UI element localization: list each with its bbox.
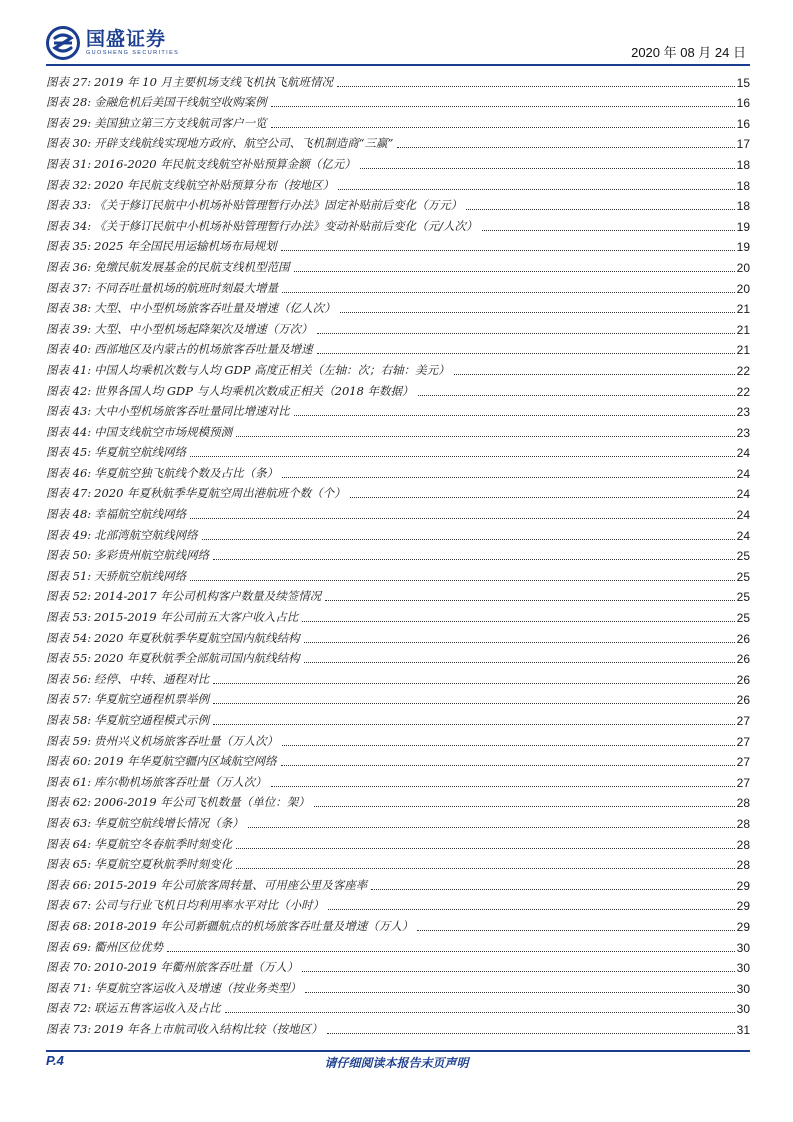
toc-entry-page: 27: [736, 775, 750, 790]
toc-entry-label: 图表 69:: [46, 939, 92, 954]
toc-entry[interactable]: [46, 728, 750, 749]
toc-entry-label: 图表 73:: [46, 1021, 92, 1036]
toc-entry[interactable]: [46, 110, 750, 131]
toc-entry-label: 图表 44:: [46, 424, 92, 439]
toc-entry[interactable]: [46, 1016, 750, 1037]
toc-entry-title: 2010-2019 年衢州旅客吞吐量（万人）: [94, 960, 299, 975]
toc-entry-page: 18: [736, 157, 750, 172]
toc-entry[interactable]: [46, 440, 750, 461]
toc-entry-page: 22: [736, 363, 750, 378]
toc-entry[interactable]: [46, 955, 750, 976]
toc-entry-page: 24: [736, 487, 750, 502]
toc-entry-title: 华夏航空通程模式示例: [94, 713, 210, 727]
toc-entry-page: 30: [736, 940, 750, 955]
toc-entry-title: 2019 年 10 月主要机场支线飞机执飞航班情况: [94, 74, 334, 89]
toc-entry[interactable]: [46, 831, 750, 852]
toc-entry-title: 2014-2017 年公司机构客户数量及续签情况: [94, 589, 322, 604]
toc-dot-leader: [281, 249, 735, 251]
toc-entry-label: 图表 64:: [46, 836, 92, 851]
toc-entry[interactable]: [46, 687, 750, 708]
toc-entry[interactable]: [46, 357, 750, 378]
footer-divider: [46, 1050, 750, 1052]
toc-dot-leader: [271, 785, 735, 787]
toc-entry[interactable]: [46, 69, 750, 90]
toc-entry-title: 2020 年民航支线航空补贴预算分布（按地区）: [94, 177, 335, 192]
toc-entry-page: 26: [736, 693, 750, 708]
toc-entry-title: 开辟支线航线实现地方政府、航空公司、飞机制造商“三赢”: [94, 136, 394, 151]
toc-entry-label: 图表 37:: [46, 280, 92, 295]
toc-entry[interactable]: [46, 646, 750, 667]
toc-entry-label: 图表 34:: [46, 218, 92, 233]
logo-icon: [46, 26, 80, 60]
toc-entry-title: 金融危机后美国干线航空收购案例: [94, 95, 267, 110]
toc-dot-leader: [304, 661, 735, 663]
toc-entry[interactable]: [46, 337, 750, 358]
toc-entry[interactable]: [46, 254, 750, 275]
toc-entry-title: 2020 年夏秋航季华夏航空周出港航班个数（个）: [94, 486, 346, 501]
toc-entry[interactable]: [46, 378, 750, 399]
toc-dot-leader: [417, 929, 734, 931]
toc-entry[interactable]: [46, 584, 750, 605]
table-of-figures: [46, 69, 750, 1037]
toc-entry-page: 28: [736, 816, 750, 831]
toc-entry-label: 图表 55:: [46, 651, 92, 666]
toc-dot-leader: [338, 188, 735, 190]
toc-entry-page: 24: [736, 508, 750, 523]
toc-entry-label: 图表 70:: [46, 960, 92, 975]
toc-entry-title: 幸福航空航线网络: [94, 507, 187, 522]
toc-entry-label: 图表 61:: [46, 774, 92, 789]
toc-dot-leader: [236, 867, 734, 869]
toc-entry-title: 天骄航空航线网络: [94, 568, 187, 583]
toc-entry-label: 图表 28:: [46, 95, 92, 110]
header-divider: [46, 64, 750, 66]
toc-entry-title: 美国独立第三方支线航司客户一览: [94, 115, 267, 130]
toc-entry-page: 18: [736, 199, 750, 214]
toc-entry-title: 不同吞吐量机场的航班时刻最大增量: [94, 280, 279, 295]
toc-entry-title: 华夏航空航线网络: [94, 445, 187, 460]
toc-entry-label: 图表 46:: [46, 465, 92, 480]
toc-entry-title: 公司与行业飞机日均利用率水平对比（小时）: [94, 898, 325, 913]
toc-entry-title: 贵州兴义机场旅客吞吐量（万人次）: [94, 733, 279, 748]
toc-entry-label: 图表 33:: [46, 198, 92, 213]
logo-chinese-name: 国盛证券: [86, 28, 167, 50]
toc-entry-title: 中国人均乘机次数与人均 GDP 高度正相关（左轴：次；右轴：美元）: [94, 362, 450, 377]
toc-dot-leader: [454, 373, 735, 375]
toc-entry[interactable]: [46, 213, 750, 234]
toc-dot-leader: [305, 991, 734, 993]
toc-entry-title: 华夏航空冬春航季时刻变化: [94, 836, 233, 851]
toc-entry-label: 图表 39:: [46, 321, 92, 336]
toc-entry-page: 24: [736, 528, 750, 543]
toc-entry[interactable]: [46, 604, 750, 625]
toc-entry-page: 19: [736, 240, 750, 255]
toc-entry[interactable]: [46, 975, 750, 996]
toc-entry-label: 图表 68:: [46, 918, 92, 933]
toc-entry[interactable]: [46, 810, 750, 831]
toc-entry-page: 23: [736, 425, 750, 440]
toc-entry-label: 图表 50:: [46, 548, 92, 563]
toc-entry-page: 29: [736, 878, 750, 893]
toc-dot-leader: [418, 394, 735, 396]
toc-dot-leader: [190, 455, 734, 457]
toc-dot-leader: [317, 332, 735, 334]
toc-dot-leader: [281, 764, 735, 766]
toc-entry-title: 2025 年全国民用运输机场布局规划: [94, 239, 277, 254]
toc-entry-title: 2015-2019 年公司旅客周转量、可用座公里及客座率: [94, 877, 368, 892]
toc-entry-page: 25: [736, 611, 750, 626]
toc-dot-leader: [350, 496, 735, 498]
toc-dot-leader: [190, 579, 734, 581]
toc-entry-title: 北部湾航空航线网络: [94, 527, 198, 542]
toc-dot-leader: [282, 744, 734, 746]
toc-entry[interactable]: [46, 481, 750, 502]
toc-entry-title: 联运五售客运收入及占比: [94, 1001, 221, 1016]
toc-entry-label: 图表 30:: [46, 136, 92, 151]
toc-entry-page: 19: [736, 219, 750, 234]
toc-entry-title: 2018-2019 年公司新疆航点的机场旅客吞吐量及增速（万人）: [94, 918, 414, 933]
toc-entry-label: 图表 47:: [46, 486, 92, 501]
toc-entry-title: 《关于修订民航中小机场补贴管理暂行办法》变动补贴前后变化（元/人次）: [94, 218, 478, 233]
toc-entry-label: 图表 48:: [46, 507, 92, 522]
toc-entry-label: 图表 31:: [46, 156, 92, 171]
toc-entry-page: 16: [736, 116, 750, 131]
toc-entry[interactable]: [46, 852, 750, 873]
toc-entry-label: 图表 67:: [46, 898, 92, 913]
toc-entry[interactable]: [46, 419, 750, 440]
toc-entry[interactable]: [46, 913, 750, 934]
toc-entry-page: 28: [736, 796, 750, 811]
toc-entry-page: 17: [736, 137, 750, 152]
toc-entry[interactable]: [46, 193, 750, 214]
toc-entry-label: 图表 65:: [46, 857, 92, 872]
toc-entry-label: 图表 71:: [46, 980, 92, 995]
toc-entry-label: 图表 59:: [46, 733, 92, 748]
toc-entry-page: 20: [736, 281, 750, 296]
toc-entry-label: 图表 72:: [46, 1001, 92, 1016]
toc-entry-page: 23: [736, 405, 750, 420]
toc-entry-page: 29: [736, 899, 750, 914]
logo-english-name: GUOSHENG SECURITIES: [86, 50, 180, 56]
toc-dot-leader: [482, 229, 735, 231]
toc-entry-label: 图表 58:: [46, 713, 92, 727]
toc-entry-title: 世界各国人均 GDP 与人均乘机次数成正相关（2018 年数据）: [94, 383, 414, 398]
toc-dot-leader: [248, 826, 735, 828]
toc-dot-leader: [225, 1011, 735, 1013]
toc-entry[interactable]: [46, 625, 750, 646]
toc-entry-title: 多彩贵州航空航线网络: [94, 548, 210, 563]
toc-entry-title: 大中小型机场旅客吞吐量同比增速对比: [94, 404, 290, 419]
toc-entry-label: 图表 35:: [46, 239, 92, 254]
toc-dot-leader: [236, 847, 734, 849]
disclaimer-note: 请仔细阅读本报告末页声明: [324, 1056, 469, 1070]
page-header: [46, 24, 750, 64]
toc-dot-leader: [360, 167, 735, 169]
toc-entry-label: 图表 36:: [46, 259, 92, 274]
toc-entry-page: 24: [736, 446, 750, 461]
toc-entry-title: 2020 年夏秋航季全部航司国内航线结构: [94, 651, 300, 666]
toc-entry[interactable]: [46, 934, 750, 955]
toc-entry-label: 图表 53:: [46, 610, 92, 625]
toc-entry-label: 图表 52:: [46, 589, 92, 604]
toc-entry[interactable]: [46, 131, 750, 152]
toc-entry-title: 2015-2019 年公司前五大客户收入占比: [94, 610, 299, 625]
toc-entry-page: 28: [736, 837, 750, 852]
toc-entry-page: 15: [736, 75, 750, 90]
toc-dot-leader: [271, 126, 735, 128]
toc-entry-label: 图表 49:: [46, 527, 92, 542]
toc-entry-title: 衢州区位优势: [94, 939, 164, 954]
toc-entry-page: 29: [736, 919, 750, 934]
toc-entry-page: 25: [736, 569, 750, 584]
toc-dot-leader: [340, 311, 735, 313]
toc-entry-label: 图表 38:: [46, 301, 92, 316]
toc-entry-title: 华夏航空客运收入及增速（按业务类型）: [94, 980, 302, 995]
toc-entry-label: 图表 32:: [46, 177, 92, 192]
toc-entry[interactable]: [46, 522, 750, 543]
toc-entry[interactable]: [46, 151, 750, 172]
toc-entry-page: 27: [736, 734, 750, 749]
toc-entry-label: 图表 60:: [46, 754, 92, 769]
report-date: 2020 年 08 月 24 日: [631, 45, 746, 60]
toc-entry-page: 22: [736, 384, 750, 399]
toc-dot-leader: [190, 517, 734, 519]
toc-entry[interactable]: [46, 234, 750, 255]
toc-dot-leader: [397, 146, 734, 148]
toc-entry-title: 2019 年各上市航司收入结构比较（按地区）: [94, 1021, 323, 1036]
toc-entry-label: 图表 45:: [46, 445, 92, 460]
page-number: P.4: [46, 1053, 64, 1068]
toc-entry[interactable]: [46, 296, 750, 317]
toc-entry[interactable]: [46, 172, 750, 193]
toc-dot-leader: [304, 641, 735, 643]
toc-dot-leader: [213, 558, 734, 560]
toc-entry-title: 西部地区及内蒙古的机场旅客吞吐量及增速: [94, 342, 313, 357]
toc-entry-title: 华夏航空航线增长情况（条）: [94, 815, 244, 830]
toc-dot-leader: [271, 105, 735, 107]
toc-entry[interactable]: [46, 275, 750, 296]
company-logo: [46, 26, 179, 60]
toc-entry-page: 16: [736, 96, 750, 111]
toc-entry-title: 2006-2019 年公司飞机数量（单位：架）: [94, 795, 310, 810]
toc-dot-leader: [328, 908, 734, 910]
toc-entry-label: 图表 62:: [46, 795, 92, 810]
toc-entry-label: 图表 51:: [46, 568, 92, 583]
toc-dot-leader: [294, 414, 735, 416]
toc-entry[interactable]: [46, 399, 750, 420]
toc-dot-leader: [327, 1032, 735, 1034]
toc-entry-page: 25: [736, 549, 750, 564]
toc-entry-label: 图表 63:: [46, 815, 92, 830]
toc-dot-leader: [337, 85, 735, 87]
toc-dot-leader: [236, 435, 734, 437]
toc-entry[interactable]: [46, 543, 750, 564]
toc-entry-label: 图表 43:: [46, 404, 92, 419]
toc-entry-page: 26: [736, 652, 750, 667]
toc-dot-leader: [302, 620, 734, 622]
toc-entry-page: 27: [736, 755, 750, 770]
toc-entry-page: 18: [736, 178, 750, 193]
toc-entry-label: 图表 56:: [46, 671, 92, 686]
toc-entry-page: 21: [736, 322, 750, 337]
toc-dot-leader: [213, 682, 734, 684]
toc-entry-page: 21: [736, 343, 750, 358]
toc-entry[interactable]: [46, 460, 750, 481]
toc-entry-page: 27: [736, 714, 750, 728]
toc-entry[interactable]: [46, 90, 750, 111]
toc-dot-leader: [213, 702, 734, 704]
toc-entry[interactable]: [46, 563, 750, 584]
toc-entry-page: 24: [736, 466, 750, 481]
toc-entry[interactable]: [46, 996, 750, 1017]
toc-dot-leader: [294, 270, 735, 272]
toc-entry[interactable]: [46, 666, 750, 687]
toc-entry-page: 25: [736, 590, 750, 605]
toc-entry-title: 免缴民航发展基金的民航支线机型范围: [94, 259, 290, 274]
toc-entry-title: 《关于修订民航中小机场补贴管理暂行办法》固定补贴前后变化（万元）: [94, 198, 463, 213]
toc-dot-leader: [282, 476, 734, 478]
toc-entry-title: 2019 年华夏航空疆内区域航空网络: [94, 754, 277, 769]
toc-dot-leader: [213, 723, 734, 725]
toc-entry[interactable]: [46, 501, 750, 522]
toc-entry[interactable]: [46, 316, 750, 337]
toc-entry-title: 2016-2020 年民航支线航空补贴预算金额（亿元）: [94, 156, 356, 171]
toc-entry-page: 30: [736, 981, 750, 996]
toc-entry-page: 30: [736, 1002, 750, 1017]
toc-dot-leader: [314, 805, 735, 807]
toc-dot-leader: [167, 950, 734, 952]
toc-entry-label: 图表 41:: [46, 362, 92, 377]
toc-entry-label: 图表 54:: [46, 630, 92, 645]
toc-entry-label: 图表 27:: [46, 74, 92, 89]
toc-entry-label: 图表 29:: [46, 115, 92, 130]
toc-entry-title: 经停、中转、通程对比: [94, 671, 210, 686]
toc-entry-page: 20: [736, 260, 750, 275]
toc-entry[interactable]: [46, 769, 750, 790]
toc-entry-page: 31: [736, 1022, 750, 1037]
toc-dot-leader: [282, 291, 734, 293]
toc-entry-title: 中国支线航空市场规模预测: [94, 424, 233, 439]
toc-dot-leader: [317, 352, 735, 354]
toc-dot-leader: [202, 538, 735, 540]
toc-entry-title: 华夏航空通程机票举例: [94, 692, 210, 707]
toc-entry-label: 图表 40:: [46, 342, 92, 357]
toc-dot-leader: [325, 599, 734, 601]
toc-dot-leader: [466, 208, 734, 210]
toc-entry[interactable]: [46, 749, 750, 770]
toc-entry-title: 大型、中小型机场旅客吞吐量及增速（亿人次）: [94, 301, 336, 316]
toc-entry-page: 28: [736, 858, 750, 873]
toc-entry-page: 30: [736, 961, 750, 976]
toc-entry[interactable]: [46, 893, 750, 914]
toc-entry-label: 图表 42:: [46, 383, 92, 398]
toc-entry[interactable]: [46, 872, 750, 893]
toc-entry-page: 26: [736, 631, 750, 646]
toc-entry-title: 库尔勒机场旅客吞吐量（万人次）: [94, 774, 267, 789]
toc-entry-title: 华夏航空独飞航线个数及占比（条）: [94, 465, 279, 480]
toc-entry-label: 图表 57:: [46, 692, 92, 707]
toc-entry-title: 华夏航空夏秋航季时刻变化: [94, 857, 233, 872]
toc-entry-title: 2020 年夏秋航季华夏航空国内航线结构: [94, 630, 300, 645]
toc-dot-leader: [371, 888, 734, 890]
toc-entry-label: 图表 66:: [46, 877, 92, 892]
toc-entry-page: 21: [736, 302, 750, 317]
toc-entry-page: 26: [736, 672, 750, 687]
toc-entry[interactable]: [46, 790, 750, 811]
toc-entry[interactable]: [46, 707, 750, 728]
toc-entry-title: 大型、中小型机场起降架次及增速（万次）: [94, 321, 313, 336]
toc-dot-leader: [302, 970, 734, 972]
